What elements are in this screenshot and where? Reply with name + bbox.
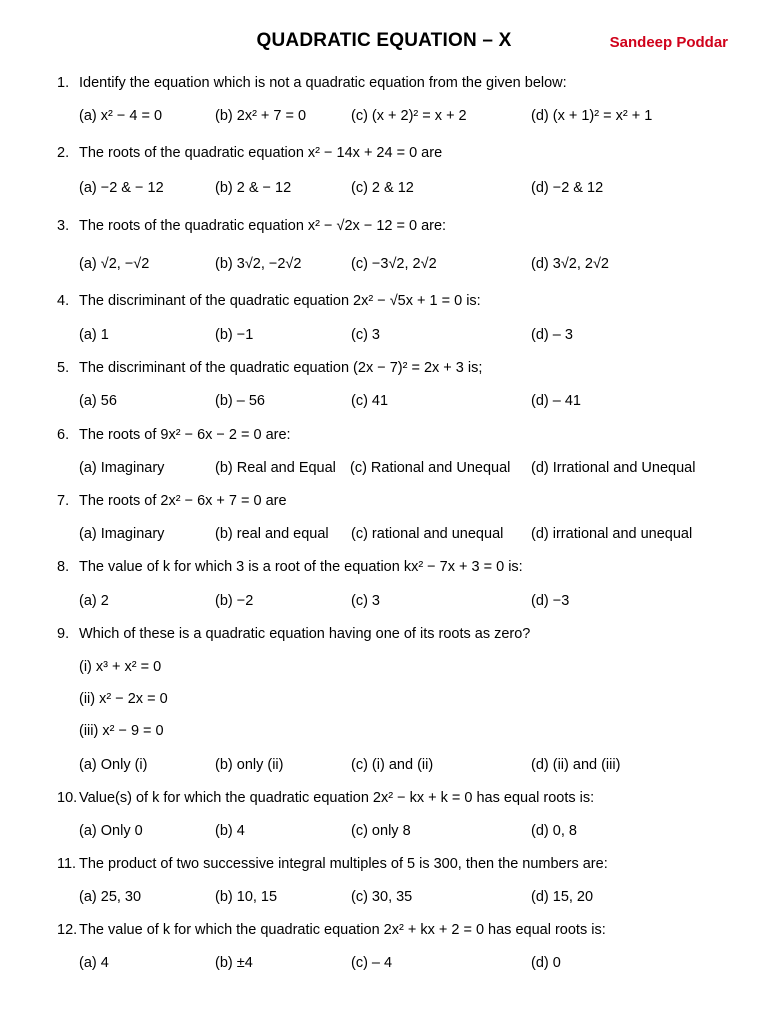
option-a: (a) √2, −√2 bbox=[79, 256, 150, 272]
option-a: (a) Only (i) bbox=[79, 757, 148, 773]
option-c: (c) −3√2, 2√2 bbox=[351, 256, 437, 272]
question-number: 8. bbox=[57, 559, 70, 575]
option-a: (a) 1 bbox=[79, 327, 109, 343]
option-b: (b) 4 bbox=[215, 823, 245, 839]
question-number: 5. bbox=[57, 360, 70, 376]
option-a: (a) Only 0 bbox=[79, 823, 143, 839]
question-7 bbox=[0, 488, 768, 514]
sub-item: (iii) x² − 9 = 0 bbox=[79, 723, 164, 739]
question-9-subitem-1 bbox=[0, 654, 768, 680]
option-c: (c) (x + 2)² = x + 2 bbox=[351, 108, 467, 124]
question-9-options bbox=[0, 752, 768, 778]
option-b: (b) 2 & − 12 bbox=[215, 180, 292, 196]
question-number: 9. bbox=[57, 626, 70, 642]
question-8-options bbox=[0, 588, 768, 614]
option-a: (a) 25, 30 bbox=[79, 889, 142, 905]
option-b: (b) −1 bbox=[215, 327, 254, 343]
option-c: (c) Rational and Unequal bbox=[350, 460, 511, 476]
question-12-options bbox=[0, 950, 768, 976]
option-b: (b) 2x² + 7 = 0 bbox=[215, 108, 307, 124]
option-b: (b) 3√2, −2√2 bbox=[215, 256, 302, 272]
question-5 bbox=[0, 355, 768, 381]
option-b: (b) only (ii) bbox=[215, 757, 284, 773]
question-text: The roots of 2x² − 6x + 7 = 0 are bbox=[79, 493, 287, 509]
question-text: The discriminant of the quadratic equation (2x − 7)² = 2x + 3 is; bbox=[79, 360, 483, 376]
option-b: (b) −2 bbox=[215, 593, 254, 609]
option-c: (c) only 8 bbox=[351, 823, 411, 839]
question-2-options bbox=[0, 175, 768, 201]
question-11-options bbox=[0, 884, 768, 910]
question-number: 12. bbox=[57, 922, 78, 938]
option-c: (c) (i) and (ii) bbox=[351, 757, 434, 773]
option-d: (d) (x + 1)² = x² + 1 bbox=[531, 108, 653, 124]
question-1 bbox=[0, 70, 768, 96]
option-c: (c) 2 & 12 bbox=[351, 180, 414, 196]
option-d: (d) (ii) and (iii) bbox=[531, 757, 621, 773]
option-c: (c) rational and unequal bbox=[351, 526, 504, 542]
question-8 bbox=[0, 554, 768, 580]
question-number: 10. bbox=[57, 790, 78, 806]
question-text: The roots of the quadratic equation x² − √2x − 12 = 0 are: bbox=[79, 218, 447, 234]
question-9-subitem-3 bbox=[0, 718, 768, 744]
author-name: Sandeep Poddar bbox=[609, 34, 728, 51]
question-1-options bbox=[0, 103, 768, 129]
question-number: 7. bbox=[57, 493, 70, 509]
option-a: (a) Imaginary bbox=[79, 460, 165, 476]
question-text: The value of k for which the quadratic equation 2x² + kx + 2 = 0 has equal roots is: bbox=[79, 922, 606, 938]
option-c: (c) 41 bbox=[351, 393, 389, 409]
option-c: (c) – 4 bbox=[351, 955, 393, 971]
option-c: (c) 3 bbox=[351, 327, 380, 343]
question-number: 6. bbox=[57, 427, 70, 443]
question-4 bbox=[0, 288, 768, 314]
question-9 bbox=[0, 621, 768, 647]
question-number: 11. bbox=[57, 856, 77, 872]
question-text: The roots of the quadratic equation x² − 14x + 24 = 0 are bbox=[79, 145, 443, 161]
option-d: (d) irrational and unequal bbox=[531, 526, 693, 542]
sub-item: (ii) x² − 2x = 0 bbox=[79, 691, 168, 707]
question-7-options bbox=[0, 521, 768, 547]
option-d: (d) Irrational and Unequal bbox=[531, 460, 696, 476]
question-text: The value of k for which 3 is a root of the equation kx² − 7x + 3 = 0 is: bbox=[79, 559, 523, 575]
question-2 bbox=[0, 140, 768, 166]
page-title: QUADRATIC EQUATION – X bbox=[256, 30, 512, 51]
option-c: (c) 3 bbox=[351, 593, 380, 609]
question-3 bbox=[0, 213, 768, 239]
question-10-options bbox=[0, 818, 768, 844]
question-12 bbox=[0, 917, 768, 943]
question-text: The discriminant of the quadratic equation 2x² − √5x + 1 = 0 is: bbox=[79, 293, 481, 309]
option-d: (d) 0, 8 bbox=[531, 823, 577, 839]
option-a: (a) x² − 4 = 0 bbox=[79, 108, 163, 124]
option-d: (d) −3 bbox=[531, 593, 570, 609]
question-text: Identify the equation which is not a quadratic equation from the given below: bbox=[79, 75, 567, 91]
question-text: Value(s) of k for which the quadratic equation 2x² − kx + k = 0 has equal roots is: bbox=[79, 790, 595, 806]
question-number: 2. bbox=[57, 145, 70, 161]
option-d: (d) – 41 bbox=[531, 393, 581, 409]
question-11 bbox=[0, 851, 768, 877]
option-d: (d) −2 & 12 bbox=[531, 180, 604, 196]
question-number: 4. bbox=[57, 293, 70, 309]
question-3-options bbox=[0, 251, 768, 277]
option-a: (a) Imaginary bbox=[79, 526, 165, 542]
option-d: (d) 3√2, 2√2 bbox=[531, 256, 609, 272]
option-a: (a) 2 bbox=[79, 593, 109, 609]
option-b: (b) Real and Equal bbox=[215, 460, 336, 476]
question-number: 1. bbox=[57, 75, 70, 91]
option-c: (c) 30, 35 bbox=[351, 889, 413, 905]
option-b: (b) ±4 bbox=[215, 955, 253, 971]
option-d: (d) – 3 bbox=[531, 327, 573, 343]
sub-item: (i) x³ + x² = 0 bbox=[79, 659, 162, 675]
question-text: The roots of 9x² − 6x − 2 = 0 are: bbox=[79, 427, 291, 443]
question-9-subitem-2 bbox=[0, 686, 768, 712]
question-6 bbox=[0, 422, 768, 448]
question-4-options bbox=[0, 322, 768, 348]
option-b: (b) 10, 15 bbox=[215, 889, 278, 905]
option-b: (b) – 56 bbox=[215, 393, 265, 409]
option-a: (a) −2 & − 12 bbox=[79, 180, 164, 196]
question-text: Which of these is a quadratic equation having one of its roots as zero? bbox=[79, 626, 531, 642]
question-text: The product of two successive integral multiples of 5 is 300, then the numbers are: bbox=[79, 856, 608, 872]
option-a: (a) 4 bbox=[79, 955, 109, 971]
option-b: (b) real and equal bbox=[215, 526, 329, 542]
question-6-options bbox=[0, 455, 768, 481]
question-5-options bbox=[0, 388, 768, 414]
option-d: (d) 0 bbox=[531, 955, 561, 971]
option-d: (d) 15, 20 bbox=[531, 889, 594, 905]
option-a: (a) 56 bbox=[79, 393, 117, 409]
question-number: 3. bbox=[57, 218, 70, 234]
question-10 bbox=[0, 785, 768, 811]
